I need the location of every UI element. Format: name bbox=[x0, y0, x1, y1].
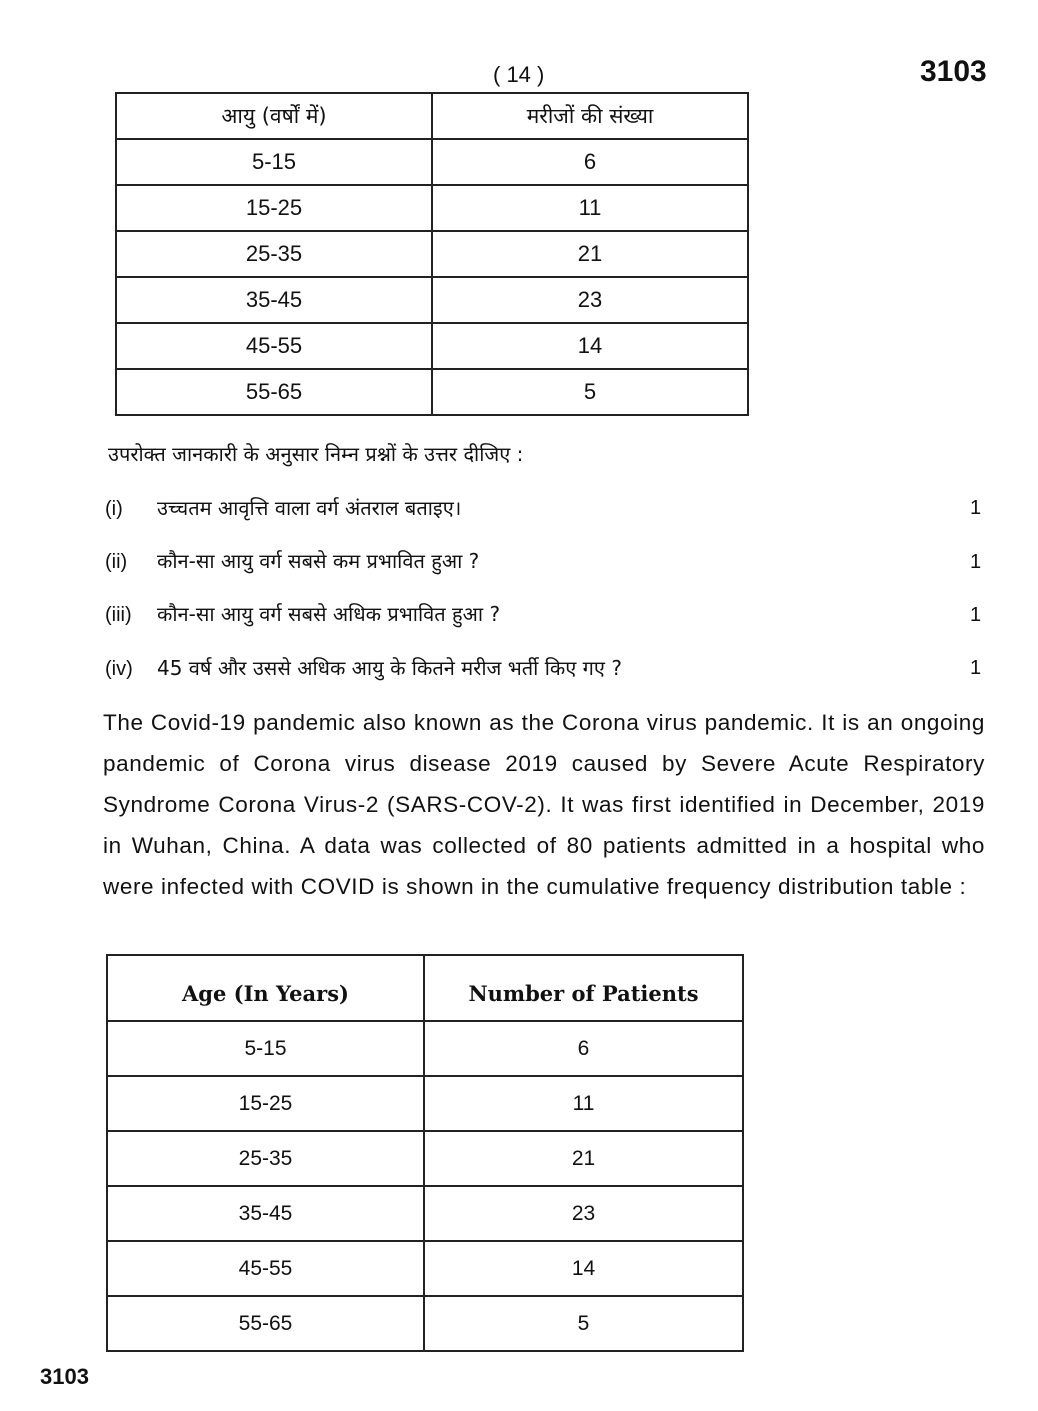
covid-paragraph: The Covid-19 pandemic also known as the Corona virus pandemic. It is an ongoing pandemic of Corona virus disease 2019 caused by Severe Acute Respiratory Syndrome Corona Virus-2 (SARS-COV-2). It was first identified in December, 2019 in Wuhan, China. A data was collected of 80 patients admitted in a hospital who were infected with COVID is shown in the cumulative frequency distribution table : bbox=[103, 710, 985, 899]
table-header-row bbox=[116, 93, 748, 139]
table-row bbox=[116, 277, 748, 323]
count-cell: 11 bbox=[432, 185, 748, 231]
table-row bbox=[107, 1131, 743, 1186]
count-cell: 5 bbox=[424, 1296, 743, 1351]
page-number: ( 14 ) bbox=[493, 62, 545, 87]
table-row bbox=[116, 231, 748, 277]
count-cell: 6 bbox=[424, 1021, 743, 1076]
count-cell: 14 bbox=[432, 323, 748, 369]
question-4-marks: 1 bbox=[970, 657, 982, 679]
instruction-text: उपरोक्त जानकारी के अनुसार निम्न प्रश्नों के उत्तर दीजिए : bbox=[108, 442, 524, 466]
count-cell: 14 bbox=[424, 1241, 743, 1296]
question-1 bbox=[105, 494, 461, 521]
column-header-patients: Number of Patients bbox=[424, 955, 743, 1021]
paper-code-top: 3103 bbox=[920, 55, 987, 88]
table-row bbox=[107, 1021, 743, 1076]
question-text: कौन-सा आयु वर्ग सबसे कम प्रभावित हुआ ? bbox=[157, 549, 480, 573]
question-2 bbox=[105, 547, 479, 574]
age-cell: 5-15 bbox=[107, 1021, 424, 1076]
count-cell: 11 bbox=[424, 1076, 743, 1131]
question-number: (i) bbox=[105, 498, 123, 520]
age-cell: 45-55 bbox=[116, 323, 432, 369]
question-number: (iii) bbox=[105, 604, 132, 626]
count-cell: 23 bbox=[432, 277, 748, 323]
question-3 bbox=[105, 600, 500, 627]
table-row bbox=[116, 323, 748, 369]
question-3-marks: 1 bbox=[970, 604, 982, 626]
age-cell: 5-15 bbox=[116, 139, 432, 185]
count-cell: 23 bbox=[424, 1186, 743, 1241]
age-cell: 35-45 bbox=[116, 277, 432, 323]
column-header-patients: मरीजों की संख्या bbox=[432, 93, 748, 139]
age-cell: 15-25 bbox=[116, 185, 432, 231]
question-4 bbox=[105, 654, 622, 681]
age-cell: 45-55 bbox=[107, 1241, 424, 1296]
table-row bbox=[107, 1076, 743, 1131]
age-cell: 25-35 bbox=[107, 1131, 424, 1186]
question-number: (iv) bbox=[105, 658, 133, 680]
table-row bbox=[107, 1186, 743, 1241]
question-number: (ii) bbox=[105, 551, 128, 573]
column-header-age: Age (In Years) bbox=[107, 955, 424, 1021]
table-row bbox=[116, 139, 748, 185]
table-row bbox=[107, 1241, 743, 1296]
age-cell: 35-45 bbox=[107, 1186, 424, 1241]
paper-code-bottom: 3103 bbox=[40, 1364, 89, 1389]
age-cell: 55-65 bbox=[116, 369, 432, 415]
column-header-age: आयु (वर्षों में) bbox=[116, 93, 432, 139]
question-text: कौन-सा आयु वर्ग सबसे अधिक प्रभावित हुआ ? bbox=[157, 602, 501, 626]
age-cell: 55-65 bbox=[107, 1296, 424, 1351]
question-text: उच्चतम आवृत्ति वाला वर्ग अंतराल बताइए। bbox=[157, 496, 462, 520]
count-cell: 21 bbox=[432, 231, 748, 277]
question-text: 45 वर्ष और उससे अधिक आयु के कितने मरीज भर्ती किए गए ? bbox=[157, 656, 622, 680]
table-row bbox=[116, 369, 748, 415]
table-header-row bbox=[107, 955, 743, 1021]
hindi-age-table bbox=[115, 92, 749, 416]
age-cell: 15-25 bbox=[107, 1076, 424, 1131]
english-age-table bbox=[106, 954, 744, 1352]
count-cell: 21 bbox=[424, 1131, 743, 1186]
question-2-marks: 1 bbox=[970, 551, 982, 573]
question-1-marks: 1 bbox=[970, 497, 982, 519]
count-cell: 5 bbox=[432, 369, 748, 415]
table-row bbox=[116, 185, 748, 231]
table-row bbox=[107, 1296, 743, 1351]
age-cell: 25-35 bbox=[116, 231, 432, 277]
count-cell: 6 bbox=[432, 139, 748, 185]
